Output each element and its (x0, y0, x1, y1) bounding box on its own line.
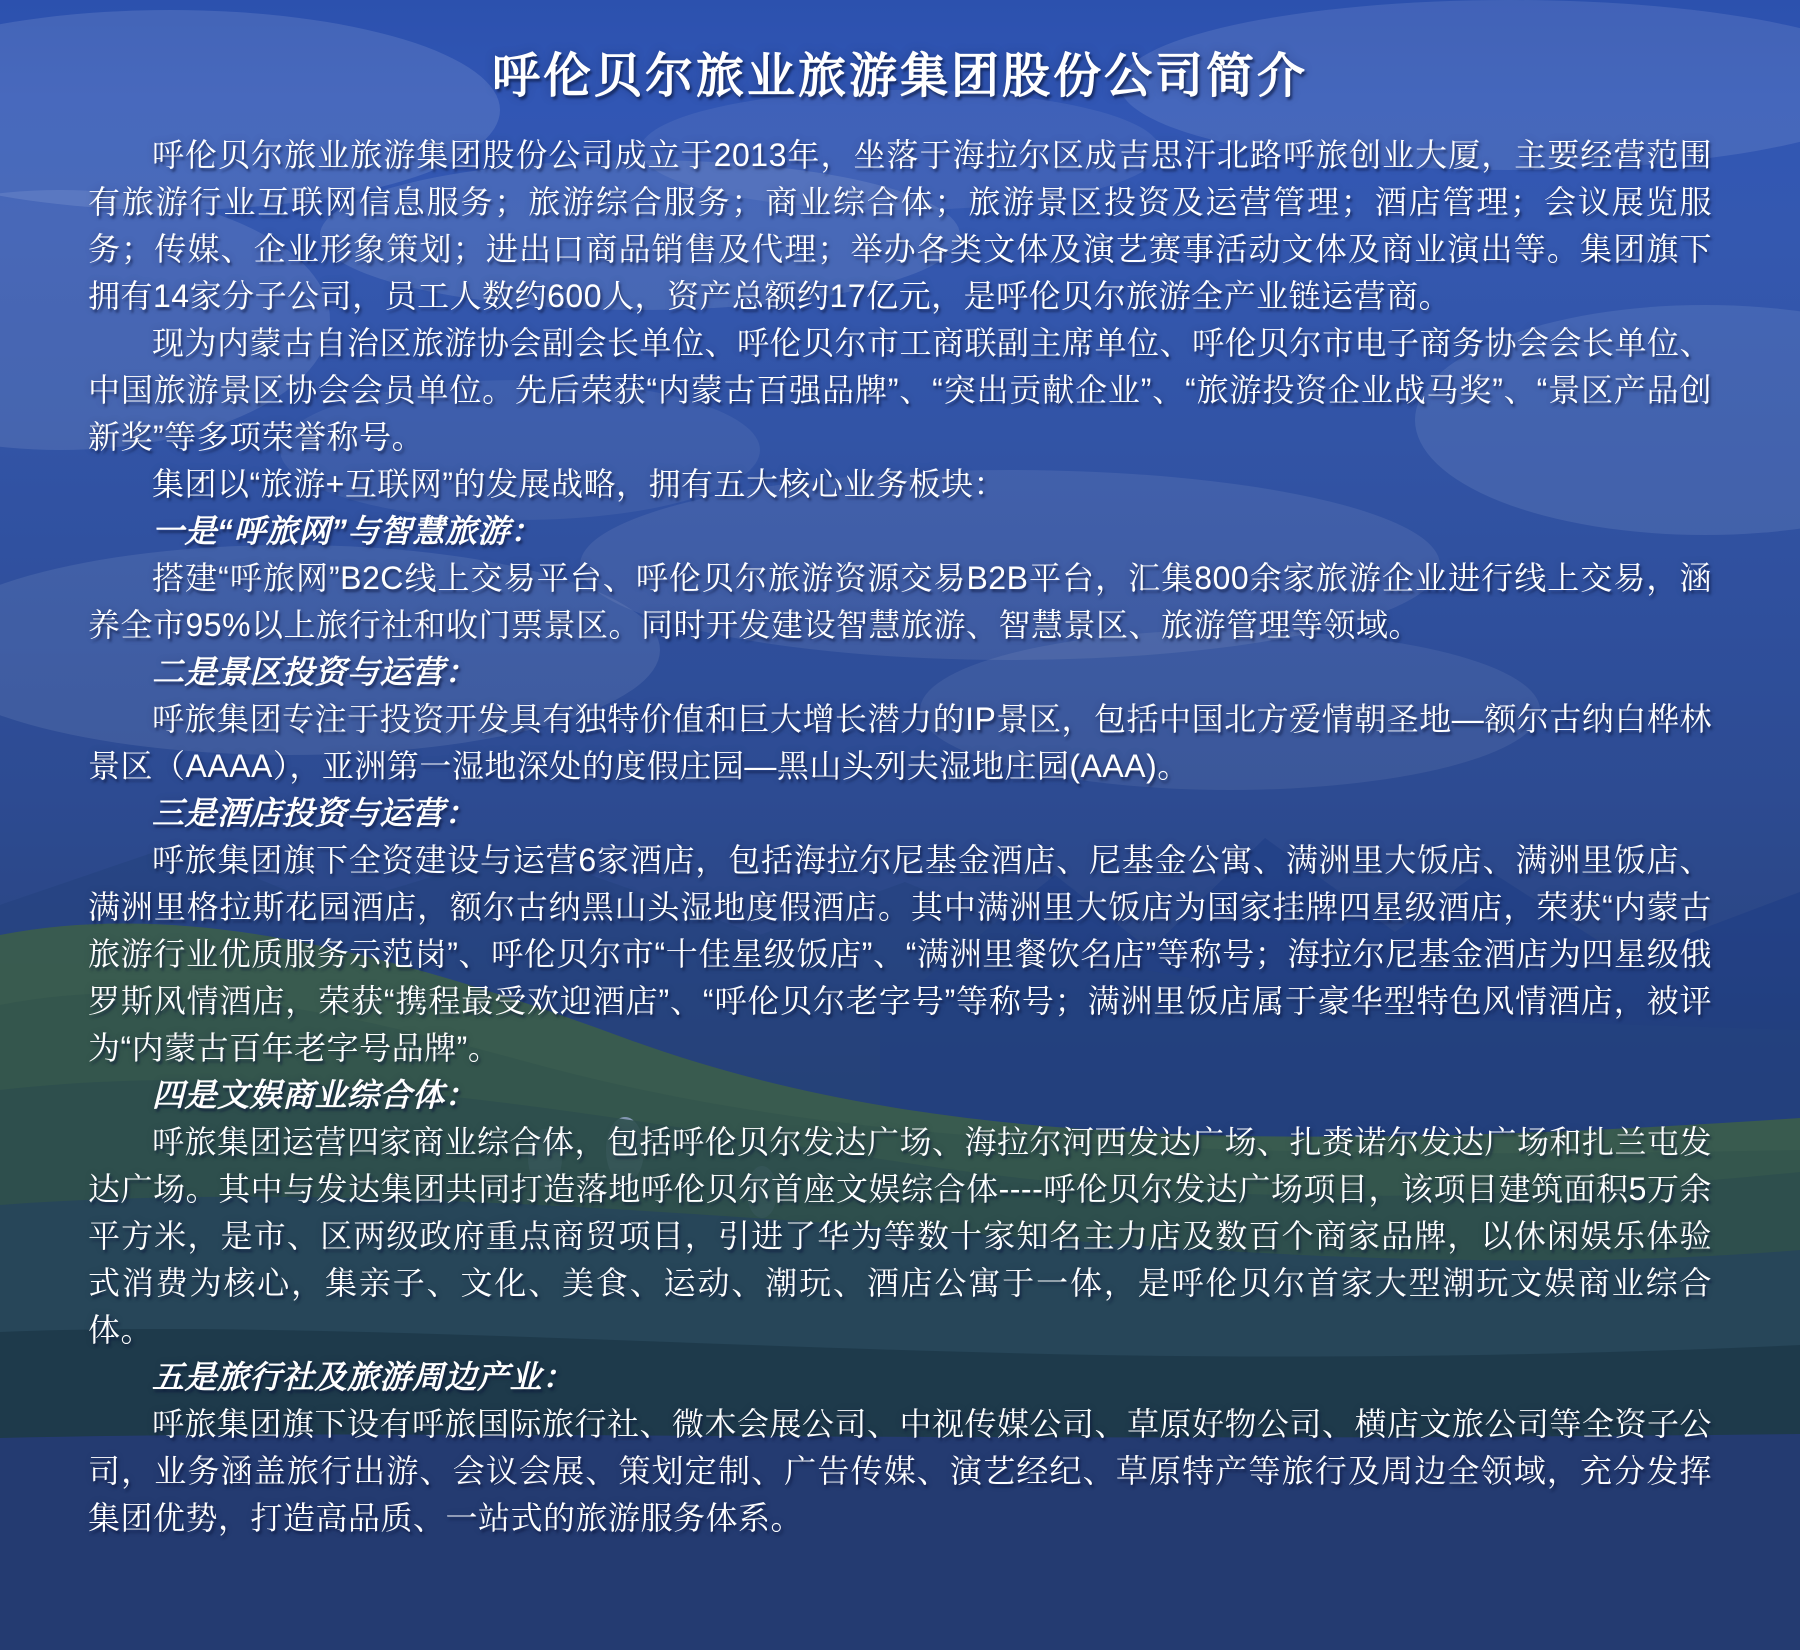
commercial-complex-paragraph: 呼旅集团运营四家商业综合体，包括呼伦贝尔发达广场、海拉尔河西发达广场、扎赉诺尔发达广场和扎兰屯发达广场。其中与发达集团共同打造落地呼伦贝尔首座文娱综合体----呼伦贝尔发达广场项目，该项目建筑面积5万余平方米，是市、区两级政府重点商贸项目，引进了华为等数十家知名主力店及数百个商家品牌，以休闲娱乐体验式消费为核心，集亲子、文化、美食、运动、潮玩、酒店公寓于一体，是呼伦贝尔首家大型潮玩文娱商业综合体。 (88, 1124, 1713, 1348)
hotel-operations-paragraph: 呼旅集团旗下全资建设与运营6家酒店，包括海拉尔尼基金酒店、尼基金公寓、满洲里大饭店、满洲里饭店、满洲里格拉斯花园酒店，额尔古纳黑山头湿地度假酒店。其中满洲里大饭店为国家挂牌四星级酒店，荣获“内蒙古旅游行业优质服务示范岗”、呼伦贝尔市“十佳星级饭店”、“满洲里餐饮名店”等称号；海拉尔尼基金酒店为四星级俄罗斯风情酒店，荣获“携程最受欢迎酒店”、“呼伦贝尔老字号”等称号；满洲里饭店属于豪华型特色风情酒店，被评为“内蒙古百年老字号品牌”。 (88, 842, 1712, 1066)
travel-agency-paragraph: 呼旅集团旗下设有呼旅国际旅行社、微木会展公司、中视传媒公司、草原好物公司、横店文旅公司等全资子公司，业务涵盖旅行出游、会议会展、策划定制、广告传媒、演艺经纪、草原特产等旅行及周边全领域，充分发挥集团优势，打造高品质、一站式的旅游服务体系。 (88, 1406, 1713, 1536)
strategy-lead-paragraph: 集团以“旅游+互联网”的发展战略，拥有五大核心业务板块： (152, 466, 1007, 502)
scenic-investment-paragraph: 呼旅集团专注于投资开发具有独特价值和巨大增长潜力的IP景区，包括中国北方爱情朝圣地—额尔古纳白桦林景区（AAAA），亚洲第一湿地深处的度假庄园—黑山头列夫湿地庄园(AAA)。 (88, 701, 1712, 784)
honors-paragraph: 现为内蒙古自治区旅游协会副会长单位、呼伦贝尔市工商联副主席单位、呼伦贝尔市电子商务协会会长单位、中国旅游景区协会会员单位。先后荣获“内蒙古百强品牌”、“突出贡献企业”、“旅游投资企业战马奖”、“景区产品创新奖”等多项荣誉称号。 (88, 325, 1713, 455)
section-heading-1: 一是“呼旅网”与智慧旅游： (152, 513, 543, 549)
section-heading-2: 二是景区投资与运营： (152, 654, 478, 690)
section-heading-4: 四是文娱商业综合体： (152, 1077, 478, 1113)
page-title: 呼伦贝尔旅业旅游集团股份公司简介 (491, 50, 1308, 103)
document-body (88, 48, 1712, 1542)
intro-paragraph: 呼伦贝尔旅业旅游集团股份公司成立于2013年，坐落于海拉尔区成吉思汗北路呼旅创业大厦，主要经营范围有旅游行业互联网信息服务；旅游综合服务；商业综合体；旅游景区投资及运营管理；酒店管理；会议展览服务；传媒、企业形象策划；进出口商品销售及代理；举办各类文体及演艺赛事活动文体及商业演出等。集团旗下拥有14家分子公司，员工人数约600人，资产总额约17亿元，是呼伦贝尔旅游全产业链运营商。 (88, 137, 1712, 314)
smart-tourism-paragraph: 搭建“呼旅网”B2C线上交易平台、呼伦贝尔旅游资源交易B2B平台，汇集800余家旅游企业进行线上交易，涵养全市95%以上旅行社和收门票景区。同时开发建设智慧旅游、智慧景区、旅游管理等领域。 (88, 560, 1712, 643)
section-heading-3: 三是酒店投资与运营： (152, 795, 478, 831)
section-heading-5: 五是旅行社及旅游周边产业： (152, 1359, 575, 1395)
